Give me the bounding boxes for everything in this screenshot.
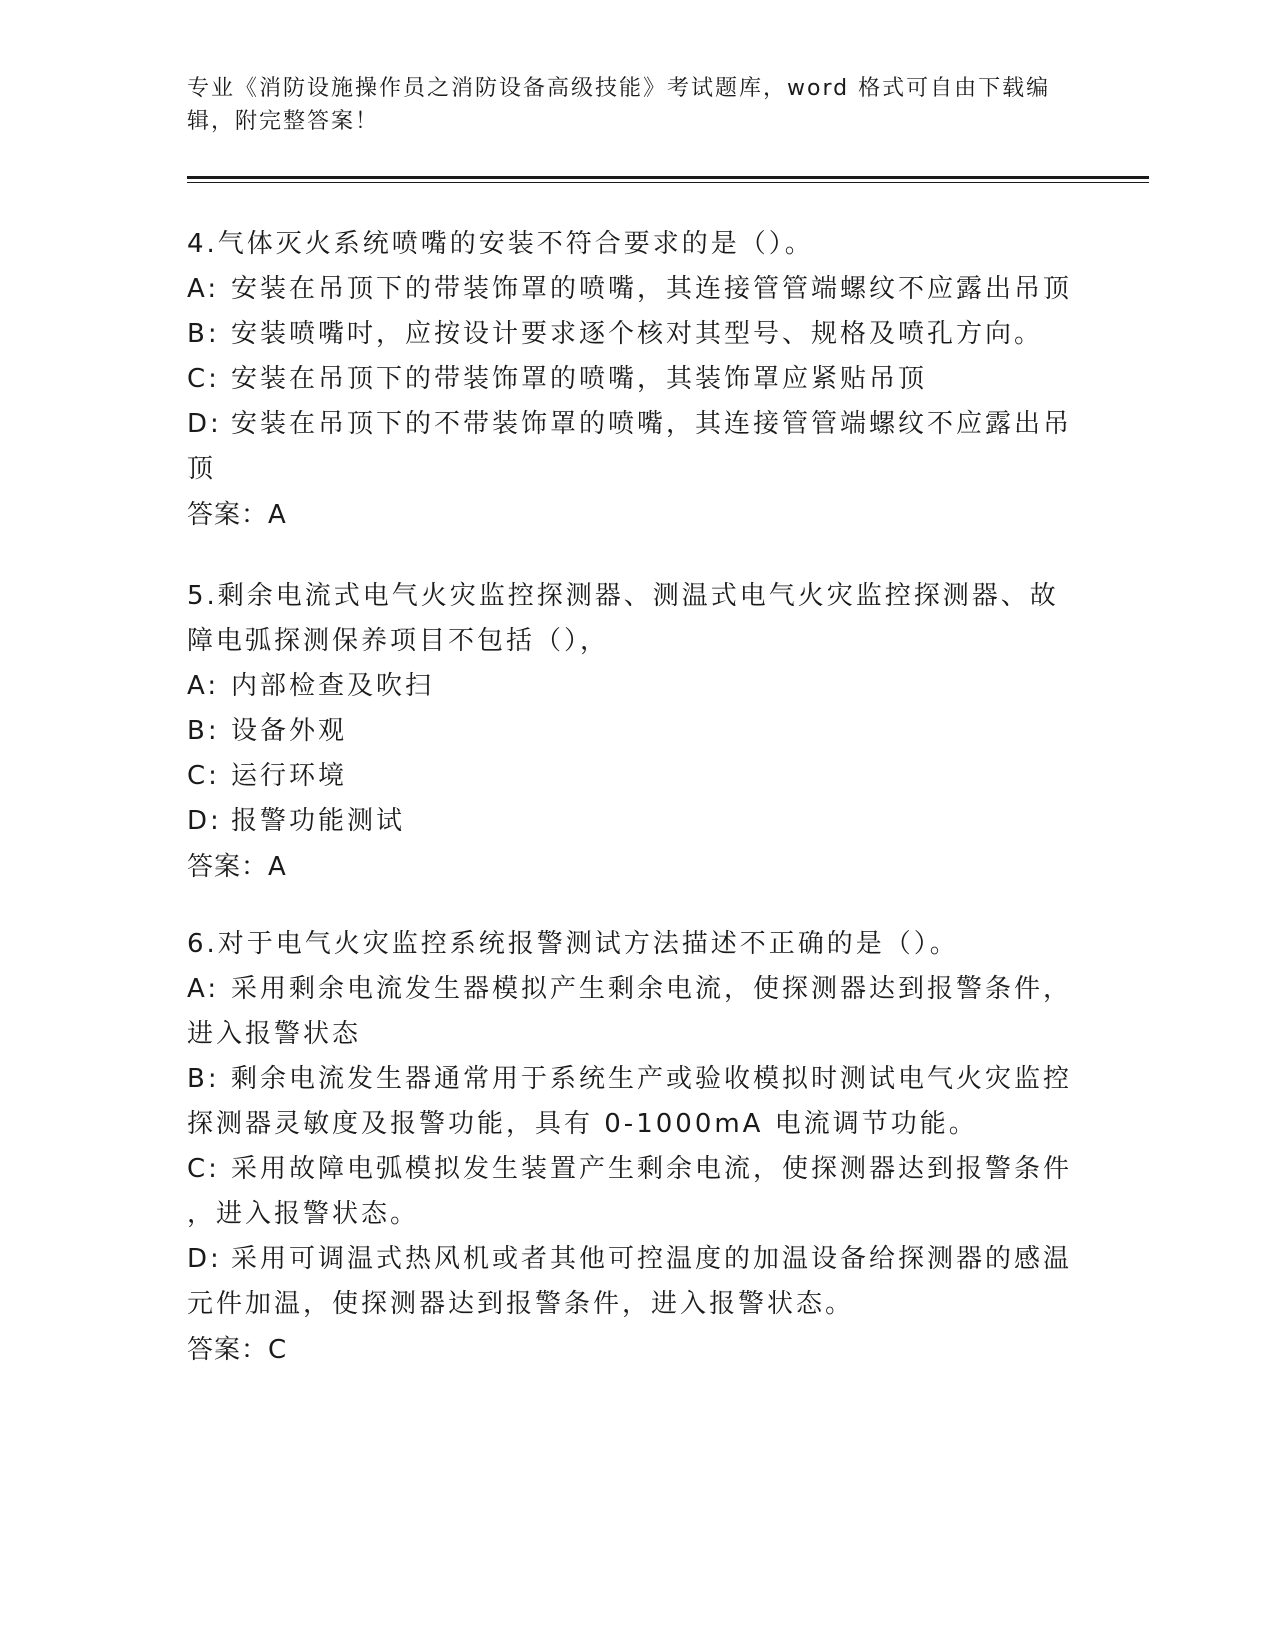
option-d-continued: 元件加温，使探测器达到报警条件，进入报警状态。 bbox=[187, 1289, 855, 1319]
option-letter: A: bbox=[187, 974, 220, 1004]
option-letter: D: bbox=[187, 409, 222, 439]
answer-label: 答案： bbox=[187, 1335, 269, 1365]
option-letter: A: bbox=[187, 671, 220, 701]
document-intro bbox=[187, 72, 1067, 138]
option-text: 报警功能测试 bbox=[231, 806, 406, 836]
option-text: 采用可调温式热风机或者其他可控温度的加温设备给探测器的感温 bbox=[231, 1244, 1073, 1274]
option-d bbox=[187, 1237, 1073, 1282]
question-stem: 4.气体灭火系统喷嘴的安装不符合要求的是（）。 bbox=[187, 229, 814, 259]
question-block-6 bbox=[187, 922, 1073, 1373]
answer-label: 答案： bbox=[187, 852, 269, 882]
question-block-4 bbox=[187, 222, 1073, 538]
option-a bbox=[187, 664, 1067, 709]
option-letter: B: bbox=[187, 716, 220, 746]
option-b bbox=[187, 312, 1067, 357]
option-d-continued: 顶 bbox=[187, 454, 217, 484]
option-text: 安装在吊顶下的带装饰罩的喷嘴，其装饰罩应紧贴吊顶 bbox=[231, 364, 928, 394]
question-stem-continued: 障电弧探测保养项目不包括（）， bbox=[187, 626, 610, 656]
option-d bbox=[187, 402, 1073, 447]
question-stem: 5.剩余电流式电气火灾监控探测器、测温式电气火灾监控探测器、故 bbox=[187, 581, 1059, 611]
option-c-continued: ，进入报警状态。 bbox=[187, 1199, 420, 1229]
intro-line-1: 专业《消防设施操作员之消防设备高级技能》考试题库，word 格式可自由下载编 bbox=[187, 76, 1051, 101]
option-c bbox=[187, 754, 1067, 799]
answer-value: A bbox=[268, 852, 287, 882]
option-text: 安装在吊顶下的带装饰罩的喷嘴，其连接管管端螺纹不应露出吊顶 bbox=[231, 274, 1073, 304]
option-c bbox=[187, 357, 1067, 402]
option-b bbox=[187, 1057, 1073, 1102]
option-d bbox=[187, 799, 1067, 844]
option-a-continued: 进入报警状态 bbox=[187, 1019, 362, 1049]
answer-line bbox=[187, 845, 1067, 890]
option-text: 采用故障电弧模拟发生装置产生剩余电流，使探测器达到报警条件 bbox=[231, 1154, 1073, 1184]
answer-label: 答案： bbox=[187, 500, 269, 530]
option-letter: D: bbox=[187, 806, 222, 836]
answer-line bbox=[187, 1328, 1067, 1373]
option-letter: B: bbox=[187, 1064, 220, 1094]
option-text: 安装喷嘴吋，应按设计要求逐个核对其型号、规格及喷孔方向。 bbox=[231, 319, 1044, 349]
header-divider-thick bbox=[187, 176, 1149, 179]
intro-line-2: 辑，附完整答案！ bbox=[187, 109, 380, 134]
option-a bbox=[187, 967, 1073, 1012]
option-c bbox=[187, 1147, 1073, 1192]
option-letter: C: bbox=[187, 364, 220, 394]
answer-value: C bbox=[268, 1335, 288, 1365]
option-letter: B: bbox=[187, 319, 220, 349]
option-letter: A: bbox=[187, 274, 220, 304]
answer-line bbox=[187, 493, 1067, 538]
option-text: 安装在吊顶下的不带装饰罩的喷嘴，其连接管管端螺纹不应露出吊 bbox=[231, 409, 1073, 439]
option-letter: D: bbox=[187, 1244, 222, 1274]
option-letter: C: bbox=[187, 761, 220, 791]
answer-value: A bbox=[268, 500, 287, 530]
option-text: 设备外观 bbox=[231, 716, 348, 746]
question-block-5 bbox=[187, 574, 1067, 890]
option-text: 内部检查及吹扫 bbox=[231, 671, 435, 701]
option-a bbox=[187, 267, 1073, 312]
option-b-continued: 探测器灵敏度及报警功能，具有 0-1000mA 电流调节功能。 bbox=[187, 1109, 978, 1139]
option-b bbox=[187, 709, 1067, 754]
option-letter: C: bbox=[187, 1154, 220, 1184]
option-text: 剩余电流发生器通常用于系统生产或验收模拟时测试电气火灾监控 bbox=[231, 1064, 1073, 1094]
header-divider-thin bbox=[187, 182, 1149, 183]
option-text: 运行环境 bbox=[231, 761, 348, 791]
question-stem: 6.对于电气火灾监控系统报警测试方法描述不正确的是（）。 bbox=[187, 929, 959, 959]
option-text: 采用剩余电流发生器模拟产生剩余电流，使探测器达到报警条件， bbox=[231, 974, 1073, 1004]
